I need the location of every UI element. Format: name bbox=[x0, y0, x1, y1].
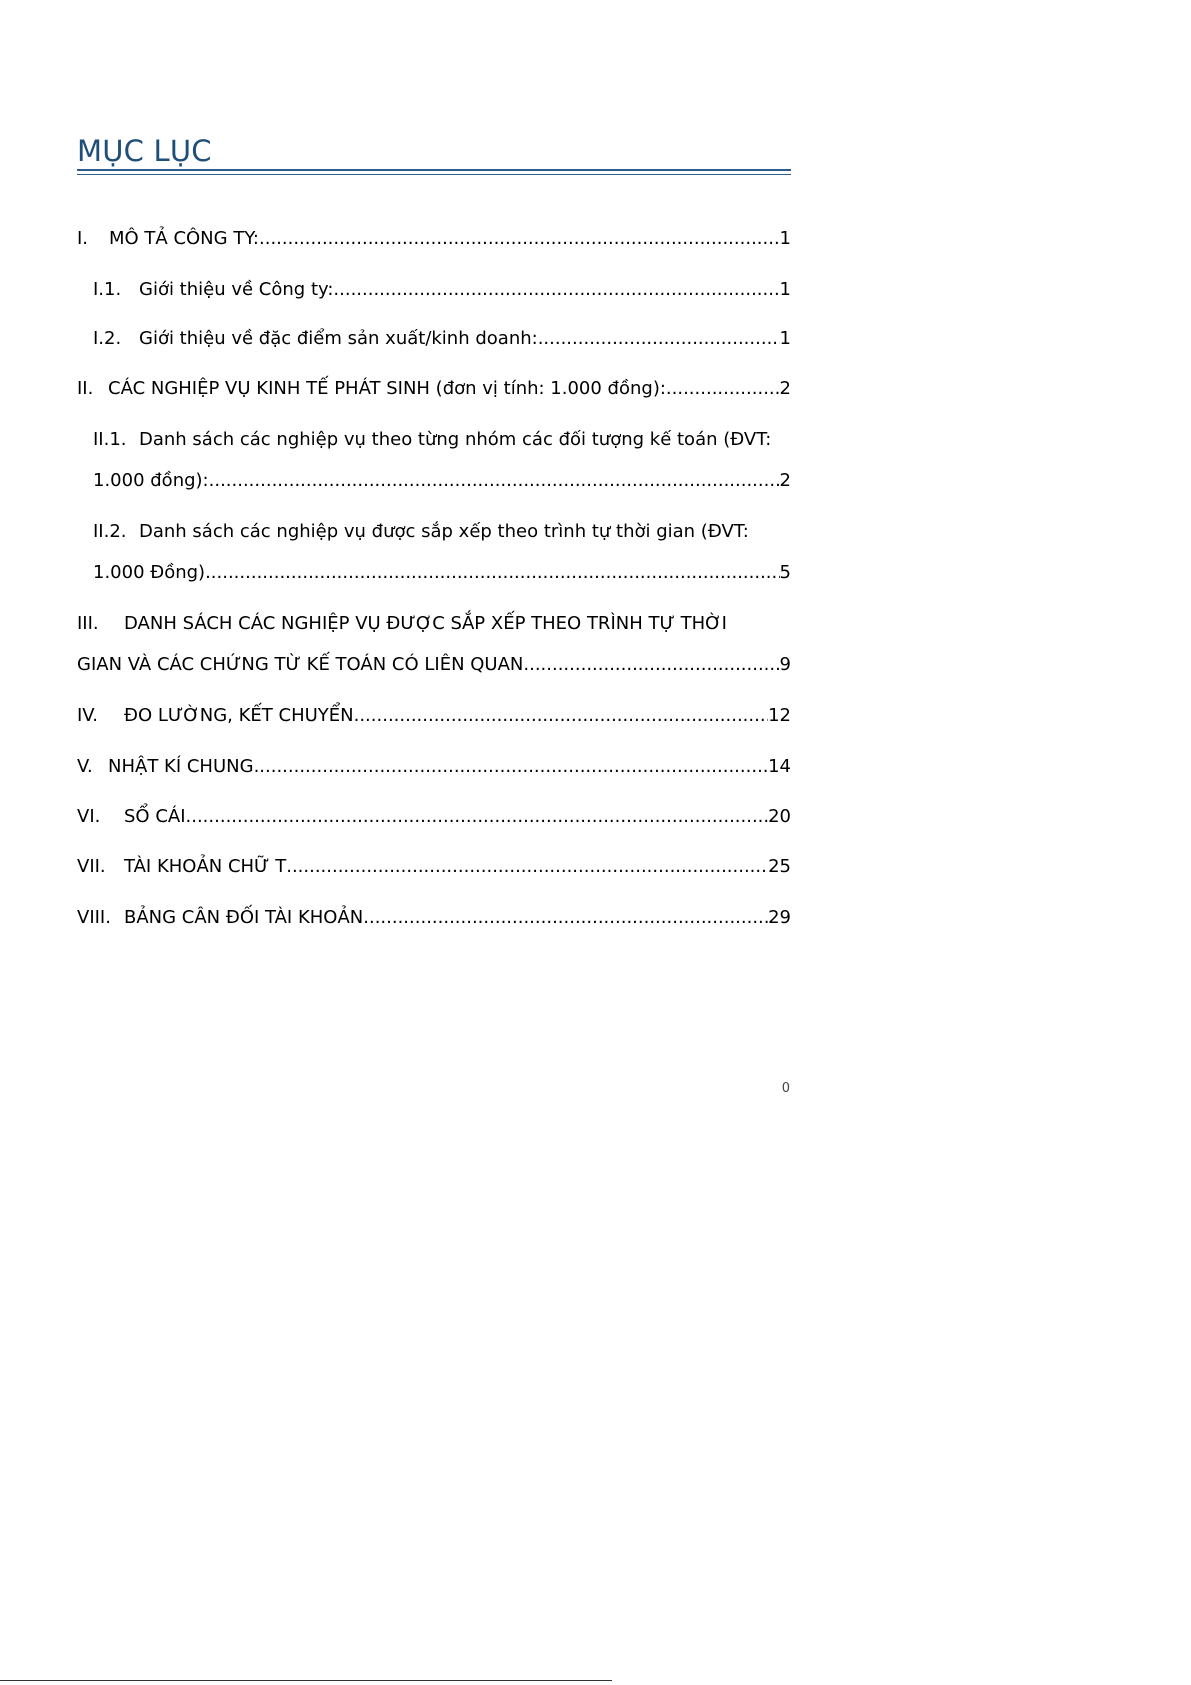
toc-entry-1-2[interactable] bbox=[93, 327, 791, 351]
toc-leader-dots bbox=[186, 805, 769, 829]
toc-entry-page: 1 bbox=[779, 279, 791, 300]
toc-entry-number: I.1. bbox=[93, 279, 122, 300]
toc-entry-page: 12 bbox=[768, 705, 791, 726]
toc-entry-text: TÀI KHOẢN CHỮ T bbox=[124, 856, 287, 877]
toc-entry-text-continuation: 1.000 đồng): bbox=[93, 470, 209, 491]
toc-entry-page: 9 bbox=[779, 654, 791, 675]
toc-entry-text: CÁC NGHIỆP VỤ KINH TẾ PHÁT SINH (đơn vị tính: 1.000 đồng): bbox=[108, 378, 666, 399]
toc-entry-number: II.2. bbox=[93, 521, 127, 542]
toc-leader-dots bbox=[254, 755, 769, 779]
toc-entry-page: 29 bbox=[768, 907, 791, 928]
toc-leader-dots bbox=[538, 327, 780, 351]
toc-entry-page: 2 bbox=[779, 378, 791, 399]
toc-entry-page: 5 bbox=[779, 562, 791, 583]
toc-entry-8[interactable] bbox=[77, 906, 791, 930]
toc-entry-page: 14 bbox=[768, 756, 791, 777]
toc-entry-text: BẢNG CÂN ĐỐI TÀI KHOẢN bbox=[124, 907, 364, 928]
page-number: 0 bbox=[781, 1081, 790, 1096]
toc-entry-number: IV. bbox=[77, 705, 99, 726]
toc-entry-page: 2 bbox=[779, 470, 791, 491]
toc-entry-2-1[interactable] bbox=[93, 428, 791, 452]
bottom-divider bbox=[0, 1680, 612, 1681]
toc-entry-text: Giới thiệu về Công ty: bbox=[139, 279, 334, 300]
toc-leader-dots bbox=[523, 653, 779, 677]
toc-entry-number: I.2. bbox=[93, 328, 122, 349]
toc-entry-text: ĐO LƯỜNG, KẾT CHUYỂN bbox=[124, 705, 354, 726]
toc-entry-text: Danh sách các nghiệp vụ theo từng nhóm các đối tượng kế toán (ĐVT: bbox=[139, 429, 772, 450]
toc-entry-5[interactable] bbox=[77, 755, 791, 779]
toc-entry-2-2-continuation[interactable] bbox=[93, 561, 791, 585]
toc-entry-text: Danh sách các nghiệp vụ được sắp xếp theo trình tự thời gian (ĐVT: bbox=[139, 521, 749, 542]
toc-entry-4[interactable] bbox=[77, 704, 791, 728]
toc-entry-2[interactable] bbox=[77, 377, 791, 401]
toc-entry-text: SỔ CÁI bbox=[124, 806, 186, 827]
toc-entry-text: MÔ TẢ CÔNG TY: bbox=[109, 228, 259, 249]
toc-entry-number: II. bbox=[77, 378, 94, 399]
toc-entry-page: 1 bbox=[779, 328, 791, 349]
toc-leader-dots bbox=[259, 227, 780, 251]
toc-entry-page: 20 bbox=[768, 806, 791, 827]
toc-entry-text-continuation: 1.000 Đồng) bbox=[93, 562, 206, 583]
toc-entry-2-2[interactable] bbox=[93, 520, 791, 544]
toc-entry-number: III. bbox=[77, 613, 99, 634]
toc-entry-7[interactable] bbox=[77, 855, 791, 879]
toc-leader-dots bbox=[354, 704, 768, 728]
toc-entry-text: NHẬT KÍ CHUNG bbox=[108, 756, 254, 777]
toc-leader-dots bbox=[363, 906, 768, 930]
toc-entry-text-continuation: GIAN VÀ CÁC CHỨNG TỪ KẾ TOÁN CÓ LIÊN QUAN bbox=[77, 654, 524, 675]
toc-leader-dots bbox=[286, 855, 768, 879]
toc-entry-number: I. bbox=[77, 228, 89, 249]
toc-entry-1-1[interactable] bbox=[93, 278, 791, 302]
toc-leader-dots bbox=[209, 469, 780, 493]
toc-leader-dots bbox=[205, 561, 779, 585]
toc-entry-number: V. bbox=[77, 756, 93, 777]
toc-entry-number: VII. bbox=[77, 856, 106, 877]
title-underline bbox=[77, 169, 791, 175]
toc-entry-page: 1 bbox=[779, 228, 791, 249]
toc-entry-6[interactable] bbox=[77, 805, 791, 829]
toc-entry-number: II.1. bbox=[93, 429, 127, 450]
toc-entry-number: VIII. bbox=[77, 907, 111, 928]
toc-title: MỤC LỤC bbox=[77, 134, 212, 168]
toc-entry-page: 25 bbox=[768, 856, 791, 877]
toc-leader-dots bbox=[333, 278, 779, 302]
toc-entry-text: DANH SÁCH CÁC NGHIỆP VỤ ĐƯỢC SẮP XẾP THEO TRÌNH TỰ THỜI bbox=[124, 613, 727, 634]
toc-entry-2-1-continuation[interactable] bbox=[93, 469, 791, 493]
toc-entry-3-continuation[interactable] bbox=[77, 653, 791, 677]
toc-entry-1[interactable] bbox=[77, 227, 791, 251]
bottom-divider-mark bbox=[598, 1680, 612, 1681]
toc-entry-number: VI. bbox=[77, 806, 101, 827]
toc-entry-3[interactable] bbox=[77, 612, 791, 636]
toc-entry-text: Giới thiệu về đặc điểm sản xuất/kinh doanh: bbox=[139, 328, 538, 349]
toc-leader-dots bbox=[666, 377, 780, 401]
